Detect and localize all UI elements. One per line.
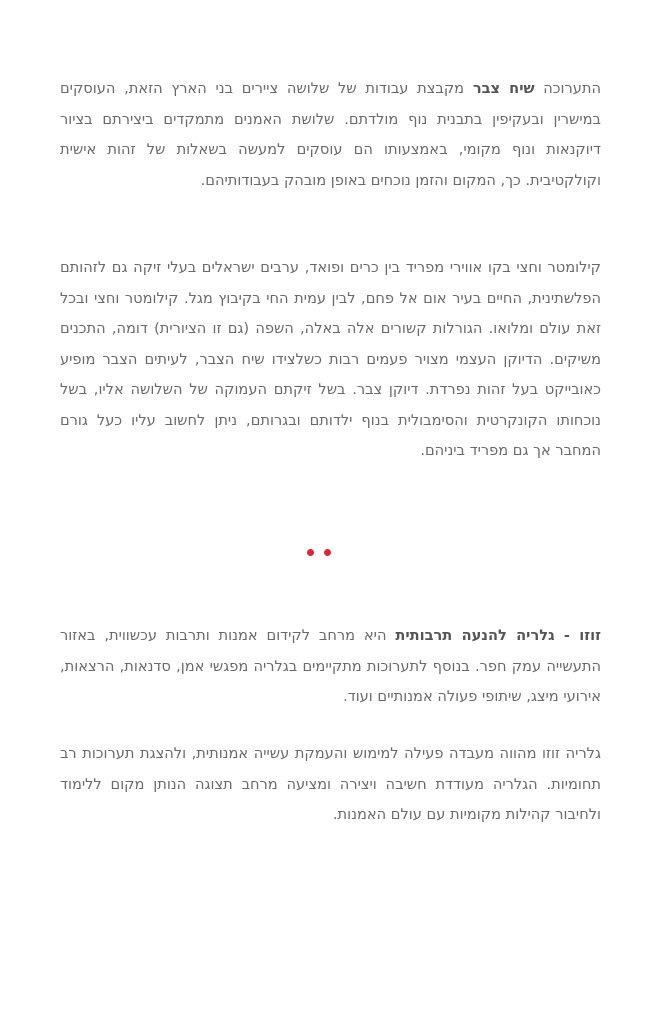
intro-text: מקבצת עבודות של שלושה ציירים בני הארץ הזאת, העוסקים במישרין ובעקיפין בתבנית נוף מולדתם. שלושת האמנים מתמקדים ביצירתם בציור דיוקנאות ונוף מקומי, באמצעותו הם עוסקים למעשה בשאלות של זהות אישית וקולקטיבית. כך, המקום והזמן נוכחים באופן מובהק בעבודותיהם. — [60, 80, 601, 189]
gallery-text: היא מרחב לקידום אמנות ותרבות עכשווית, באזור התעשייה עמק חפר. בנוסף לתערוכות מתקיימים בגלריה מפגשי אמן, סדנאות, הרצאות, אירועי מיצג, שיתופי פעולה אמנותיים ועוד. — [60, 627, 601, 705]
exhibition-title: שיח צבר — [472, 80, 535, 97]
intro-prefix: התערוכה — [534, 80, 601, 97]
body-paragraph: קילומטר וחצי בקו אווירי מפריד בין כרים ופואד, ערבים ישראלים בעלי זיקה גם לזהותם הפלשתינית, החיים בעיר אום אל פחם, לבין עמית החי בקיבוץ מגל. קילומטר וחצי ובכל זאת עולם ומלואו. הגורלות קשורים אלה באלה, השפה (גם זו הציורית) דומה, התכנים משיקים. הדיוקן העצמי מצויר פעמים רבות כשלצידו שיח הצבר, לעיתים הצבר מופיע כאובייקט בעל זהות נפרדת. דיוקן צבר. בשל זיקתם העמוקה של השלושה אליו, בשל נוכחותו הקונקרטית והסימבולית בנוף ילדותם ובגרותם, ניתן לחשוב עליו כעל גורם המחבר אך גם מפריד ביניהם. — [60, 259, 601, 459]
section-divider — [307, 547, 337, 559]
divider-dot — [324, 549, 331, 556]
divider-dot — [307, 549, 314, 556]
gallery-title: זוזו - גלריה להנעה תרבותית — [395, 627, 601, 644]
intro-paragraph — [60, 74, 601, 196]
gallery-paragraph — [60, 621, 601, 713]
gallery-description-paragraph: גלריה זוזו מהווה מעבדה פעילה למימוש והעמקת עשייה אמנותית, ולהצגת תערוכות רב תחומיות. הגלריה מעודדת חשיבה ויצירה ומציעה מרחב תצוגה הנותן מקום ללימוד ולחיבור קהילות מקומיות עם עולם האמנות. — [60, 745, 601, 823]
